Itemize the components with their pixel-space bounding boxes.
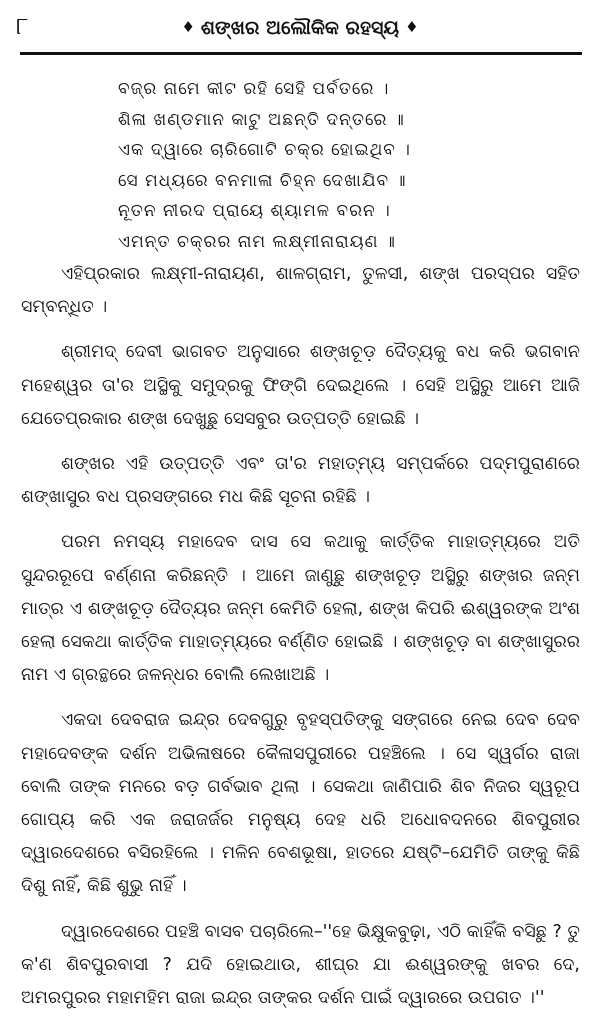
verse-line: ଏକ ଦ୍ୱାରେ ଚାରିଗୋଟି ଚକ୍ର ହୋଇଥିବ । xyxy=(118,140,411,161)
verse-block xyxy=(118,74,478,258)
verse-line: ସେ ମଧ୍ୟରେ ବନମାଳା ଚିହ୍ନ ଦେଖାଯିବ ॥ xyxy=(118,170,407,191)
diamond-ornament-right-icon: ♦ xyxy=(405,18,419,36)
paragraph: ଶ୍ରୀମଦ୍ ଦେବୀ ଭାଗବତ ଅନୁସାରେ ଶଙ୍ଖଚୂଡ଼ ଦୈତ୍ୟକୁ ବଧ କରି ଭଗବାନ ମହେଶ୍ୱର ତା'ର ଅସ୍ଥିକୁ ସମୁଦ୍ରକୁ ଫିଙ୍ଗି ଦେଇଥିଲେ । ସେହି ଅସ୍ଥିରୁ ଆମେ ଆଜି ଯେତେପ୍ରକାର ଶଙ୍ଖ ଦେଖୁଛୁ ସେସବୁର ଉତ୍ପତ୍ତି ହୋଇଛି । xyxy=(21,342,580,429)
verse-line: ନୂତନ ନୀରଦ ପ୍ରାୟେ ଶ୍ୟାମଳ ବରନ । xyxy=(118,201,391,222)
verse-line: ଶିଳା ଖଣ୍ଡମାନ କାଟୁ ଅଛନ୍ତି ଦନ୍ତରେ ॥ xyxy=(118,109,405,130)
header-rule xyxy=(20,52,582,55)
diamond-ornament-left-icon: ♦ xyxy=(181,18,195,36)
verse-line: ବଜ୍ର ନାମେ କୀଟ ରହି ସେହି ପର୍ବତରେ । xyxy=(118,79,390,99)
paragraph: ଦ୍ୱାରଦେଶରେ ପହଞ୍ଚି ବାସବ ପଚାରିଲେ–''ହେ ଭିକ୍ଷୁକବୁଢ଼ା, ଏଠି କାହିଁକି ବସିଛୁ ? ତୁ କ'ଣ ଶିବପୁରବାସୀ ? ଯଦି ହୋଇଥାଉ, ଶୀଘ୍ର ଯା ଈଶ୍ୱରଙ୍କୁ ଖବର ଦେ, ଅମରପୁରର ମହାମହିମ ରାଜା ଇନ୍ଦ୍ର ତାଙ୍କର ଦର୍ଶନ ପାଇଁ ଦ୍ୱାରରେ ଉପଗତ ।'' xyxy=(21,921,580,1009)
paragraph: ଏହିପ୍ରକାର ଲକ୍ଷ୍ମୀ-ନାରାୟଣ, ଶାଳଗ୍ରାମ, ତୁଳସୀ, ଶଙ୍ଖ ପରସ୍ପର ସହିତ ସମ୍ବନ୍ଧିତ । xyxy=(21,264,580,318)
paragraph: ପରମ ନମସ୍ୟ ମହାଦେବ ଦାସ ସେ କଥାକୁ କାର୍ତ୍ତିକ ମାହାତ୍ମ୍ୟରେ ଅତି ସୁନ୍ଦରରୂପେ ବର୍ଣ୍ଣନା କରିଛନ୍ତି । ଆମେ ଜାଣୁଛୁ ଶଙ୍ଖଚୂଡ଼ ଅସ୍ଥିରୁ ଶଙ୍ଖର ଜନ୍ମ ମାତ୍ର ଏ ଶଙ୍ଖଚୂଡ଼ ଦୈତ୍ୟର ଜନ୍ମ କେମିତି ହେଲା, ଶଙ୍ଖ କିପରି ଈଶ୍ୱରଙ୍କ ଅଂଶ ହେଲା ସେକଥା କାର୍ତ୍ତିକ ମାହାତ୍ମ୍ୟରେ ବର୍ଣ୍ଣିତ ହୋଇଛି । ଶଙ୍ଖଚୂଡ଼ ବା ଶଙ୍ଖାସୁରର ନାମ ଏ ଗ୍ରନ୍ଥରେ ଜଳନ୍ଧର ବୋଲି ଲେଖାଅଛି । xyxy=(21,532,580,686)
paragraph: ଏକଦା ଦେବରାଜ ଇନ୍ଦ୍ର ଦେବଗୁରୁ ବୃହସ୍ପତିଙ୍କୁ ସଙ୍ଗରେ ନେଇ ଦେବ ଦେବ ମହାଦେବଙ୍କ ଦର୍ଶନ ଅଭିଳାଷରେ କୈଳାସପୁରୀରେ ପହଞ୍ଚିଲେ । ସେ ସ୍ୱର୍ଗର ରାଜା ବୋଲି ତାଙ୍କ ମନରେ ବଡ଼ ଗର୍ବଭାବ ଥିଲା । ସେକଥା ଜାଣିପାରି ଶିବ ନିଜର ସ୍ୱରୂପ ଗୋପ୍ୟ କରି ଏକ ଜରାଜର୍ଜର ମନୁଷ୍ୟ ଦେହ ଧରି ଅଧୋବଦନରେ ଶିବପୁରୀର ଦ୍ୱାରଦେଶରେ ବସିରହିଲେ । ମଳିନ ବେଶଭୂଷା, ହାତରେ ଯଷ୍ଟି–ଯେମିତି ତାଙ୍କୁ କିଛି ଦିଶୁ ନାହିଁ, କିଛି ଶୁଭୁ ନାହିଁ । xyxy=(21,710,580,897)
running-title-text: ଶଙ୍ଖର ଅଲୌକିକ ରହସ୍ୟ xyxy=(200,17,400,39)
paragraph: ଶଙ୍ଖର ଏହି ଉତ୍ପତ୍ତି ଏବଂ ତା'ର ମହାତ୍ମ୍ୟ ସମ୍ପର୍କରେ ପଦ୍ମପୁରାଣରେ ଶଙ୍ଖାସୁର ବଧ ପ୍ରସଙ୍ଗରେ ମଧ କିଛି ସୂଚନା ରହିଛି । xyxy=(21,454,580,508)
verse-line: ଏମନ୍ତ ଚକ୍ରର ନାମ ଲକ୍ଷ୍ମୀନାରାୟଣ ॥ xyxy=(118,231,396,252)
body-text xyxy=(21,258,580,1027)
page-header xyxy=(14,8,586,52)
page-number: ୮ xyxy=(16,12,29,40)
running-title xyxy=(14,14,586,41)
